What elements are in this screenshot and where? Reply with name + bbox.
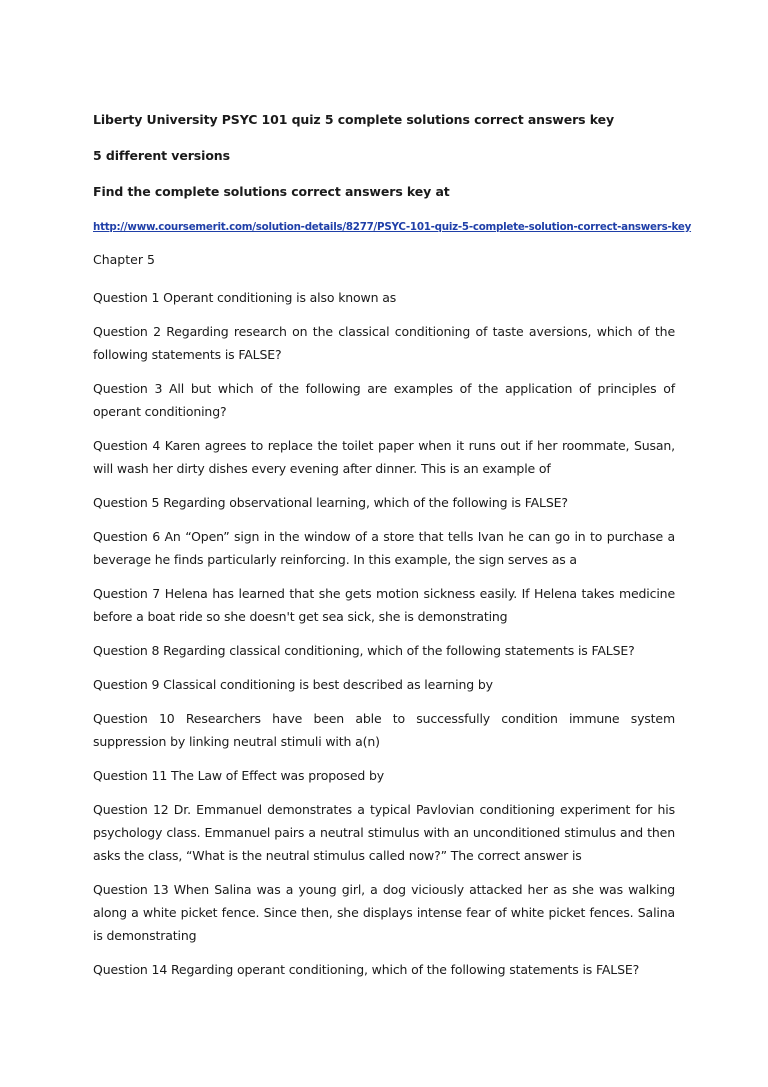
question-3: Question 3 All but which of the following are examples of the application of principles of operant conditioning? bbox=[93, 381, 675, 419]
question-10: Question 10 Researchers have been able to successfully condition immune system suppression by linking neutral stimuli with a(n) bbox=[93, 711, 675, 749]
question-4: Question 4 Karen agrees to replace the toilet paper when it runs out if her roommate, Susan, will wash her dirty dishes every evening after dinner. This is an example of bbox=[93, 438, 675, 476]
question-11: Question 11 The Law of Effect was proposed by bbox=[93, 768, 385, 783]
question-1: Question 1 Operant conditioning is also known as bbox=[93, 290, 397, 305]
question-14: Question 14 Regarding operant conditioning, which of the following statements is FALSE? bbox=[93, 962, 640, 977]
solution-link[interactable]: http://www.coursemerit.com/solution-details/8277/PSYC-101-quiz-5-complete-solution-correct-answers-key bbox=[93, 221, 692, 233]
question-9: Question 9 Classical conditioning is best described as learning by bbox=[93, 677, 493, 692]
question-5: Question 5 Regarding observational learning, which of the following is FALSE? bbox=[93, 495, 568, 510]
question-8: Question 8 Regarding classical conditioning, which of the following statements is FALSE? bbox=[93, 643, 635, 658]
question-13: Question 13 When Salina was a young girl, a dog viciously attacked her as she was walking along a white picket fence. Since then, she displays intense fear of white picket fences. Salina is demonstrating bbox=[93, 882, 675, 943]
question-2: Question 2 Regarding research on the classical conditioning of taste aversions, which of the following statements is FALSE? bbox=[93, 324, 675, 362]
find-line: Find the complete solutions correct answers key at bbox=[93, 184, 450, 199]
chapter-heading: Chapter 5 bbox=[93, 252, 155, 267]
question-6: Question 6 An “Open” sign in the window of a store that tells Ivan he can go in to purchase a beverage he finds particularly reinforcing. In this example, the sign serves as a bbox=[93, 529, 675, 567]
question-7: Question 7 Helena has learned that she gets motion sickness easily. If Helena takes medicine before a boat ride so she doesn't get sea sick, she is demonstrating bbox=[93, 586, 675, 624]
document-title: Liberty University PSYC 101 quiz 5 complete solutions correct answers key bbox=[93, 112, 615, 127]
versions-line: 5 different versions bbox=[93, 148, 230, 163]
question-12: Question 12 Dr. Emmanuel demonstrates a typical Pavlovian conditioning experiment for his psychology class. Emmanuel pairs a neutral stimulus with an unconditioned stimulus and then asks the class, “What is the neutral stimulus called now?” The correct answer is bbox=[93, 802, 675, 863]
document-page bbox=[93, 111, 692, 992]
